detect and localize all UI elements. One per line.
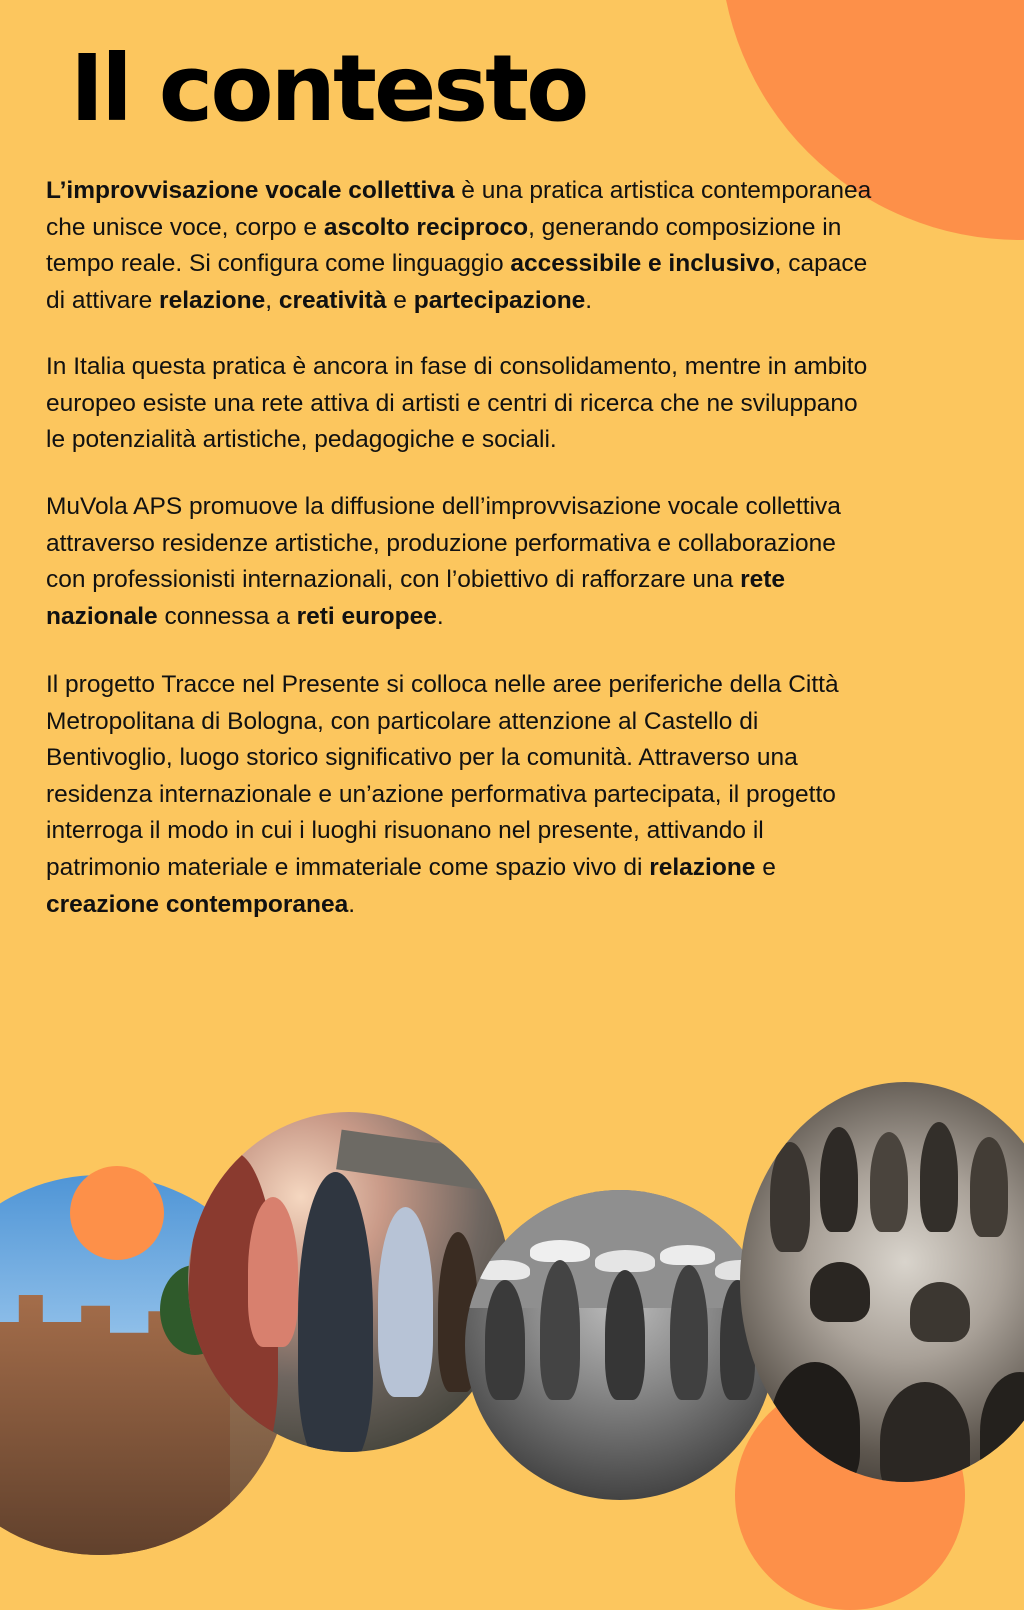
- text-line: [46, 349, 1001, 386]
- text-line: [46, 887, 1001, 924]
- paragraph-2: [46, 349, 1001, 459]
- small-decorative-dot: [70, 1166, 164, 1260]
- bold-text: nazionale: [46, 602, 158, 630]
- page-title: Il contesto: [70, 35, 587, 142]
- text-run: e: [386, 286, 414, 314]
- text-line: [46, 526, 1001, 563]
- text-run: e: [755, 853, 776, 881]
- text-line: [46, 562, 1001, 599]
- text-run: europeo esiste una rete attiva di artisti e centri di ricerca che ne sviluppano: [46, 389, 858, 417]
- text-run: Metropolitana di Bologna, con particolare attenzione al Castello di: [46, 707, 759, 735]
- text-line: [46, 210, 1001, 247]
- text-line: [46, 246, 1001, 283]
- text-line: [46, 850, 1001, 887]
- bold-text: accessibile e inclusivo: [510, 250, 775, 278]
- bold-text: ascolto reciproco: [323, 213, 529, 241]
- text-run: .: [348, 890, 356, 918]
- text-run: interroga il modo in cui i luoghi risuonano nel presente, attivando il: [46, 817, 764, 845]
- bold-text: rete: [740, 566, 786, 594]
- text-line: [46, 813, 1001, 850]
- text-line: [46, 386, 1001, 423]
- text-line: [46, 740, 1001, 777]
- text-run: , generando composizione in: [528, 213, 842, 241]
- text-run: , capace: [774, 250, 868, 278]
- text-run: residenza internazionale e un’azione performativa partecipata, il progetto: [46, 780, 836, 808]
- paragraph-1: [46, 173, 1001, 319]
- text-line: [46, 173, 1001, 210]
- text-run: Bentivoglio, luogo storico significativo per la comunità. Attraverso una: [46, 744, 798, 772]
- text-run: di attivare: [46, 286, 160, 314]
- text-run: MuVola APS promuove la diffusione dell’improvvisazione vocale collettiva: [46, 493, 841, 520]
- text-run: attraverso residenze artistiche, produzione performativa e collaborazione: [46, 529, 836, 557]
- text-run: ,: [265, 286, 279, 314]
- text-line: [46, 283, 1001, 320]
- text-line: [46, 667, 1001, 704]
- text-line: [46, 777, 1001, 814]
- text-run: tempo reale. Si configura come linguaggio: [46, 250, 511, 278]
- vocal-performers-photo: [188, 1112, 510, 1452]
- historic-workers-photo: [465, 1190, 775, 1500]
- bold-text: relazione: [649, 853, 756, 881]
- bold-text: L’improvvisazione vocale collettiva: [46, 177, 455, 204]
- text-run: patrimonio materiale e immateriale come spazio vivo di: [46, 853, 650, 881]
- bold-text: partecipazione: [413, 286, 586, 314]
- text-line: [46, 704, 1001, 741]
- bold-text: relazione: [159, 286, 266, 314]
- bold-text: reti europee: [296, 602, 437, 630]
- text-line: [46, 422, 1001, 459]
- bold-text: creazione contemporanea: [46, 890, 349, 918]
- text-run: .: [436, 602, 444, 630]
- text-run: è una pratica artistica contemporanea: [454, 177, 872, 204]
- paragraph-4: [46, 667, 1001, 923]
- text-line: [46, 489, 1001, 526]
- text-run: Il progetto Tracce nel Presente si colloca nelle aree periferiche della Città: [46, 671, 839, 698]
- text-run: che unisce voce, corpo e: [46, 213, 324, 241]
- text-run: con professionisti internazionali, con l’obiettivo di rafforzare una: [46, 566, 741, 594]
- text-run: connessa a: [157, 602, 297, 630]
- text-run: .: [585, 286, 593, 314]
- paragraph-3: [46, 489, 1001, 635]
- text-run: In Italia questa pratica è ancora in fase di consolidamento, mentre in ambito: [46, 353, 868, 380]
- bold-text: creatività: [278, 286, 387, 314]
- workshop-circle-photo: [740, 1082, 1024, 1482]
- text-line: [46, 599, 1001, 636]
- text-run: le potenzialità artistiche, pedagogiche e sociali.: [46, 426, 557, 454]
